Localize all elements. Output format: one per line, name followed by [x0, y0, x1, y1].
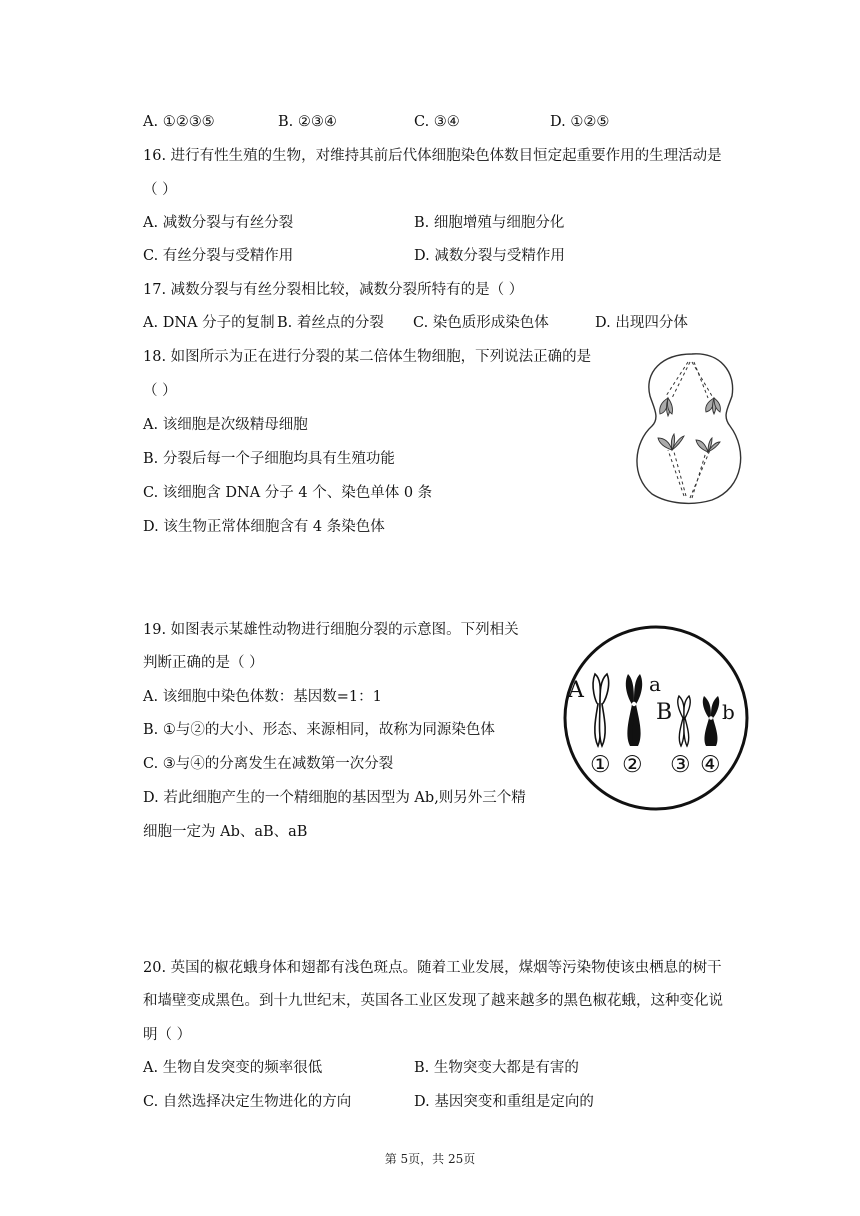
q16-stem: 16. 进行有性生殖的生物，对维持其前后代体细胞染色体数目恒定起重要作用的生理活动是 — [143, 148, 722, 164]
chromosome-label-3: ③ — [670, 752, 691, 778]
q19-stem-line2: 判断正确的是（ ） — [143, 655, 264, 671]
q19-option-d-continued: 细胞一定为 Ab、aB、aB — [143, 824, 308, 840]
q16-option-c: C. 有丝分裂与受精作用 — [143, 248, 294, 264]
q19-option-b: B. ①与②的大小、形态、来源相同，故称为同源染色体 — [143, 722, 495, 738]
chromosome-label-4: ④ — [700, 752, 721, 778]
q18-option-c: C. 该细胞含 DNA 分子 4 个、染色单体 0 条 — [143, 485, 433, 501]
q17-option-b: B. 着丝点的分裂 — [277, 315, 384, 331]
q19-option-d: D. 若此细胞产生的一个精细胞的基因型为 Ab,则另外三个精 — [143, 790, 526, 806]
q20-option-c: C. 自然选择决定生物进化的方向 — [143, 1094, 352, 1110]
q20-option-d: D. 基因突变和重组是定向的 — [414, 1094, 594, 1110]
q15-option-b: B. ②③④ — [278, 114, 337, 130]
q16-answer-paren: （ ） — [143, 182, 177, 198]
q17-stem: 17. 减数分裂与有丝分裂相比较，减数分裂所特有的是（ ） — [143, 282, 524, 298]
q16-option-a: A. 减数分裂与有丝分裂 — [143, 215, 294, 231]
spindle-fibers — [666, 362, 712, 498]
q17-option-c: C. 染色质形成染色体 — [413, 315, 549, 331]
q18-cell-figure — [632, 350, 752, 505]
q20-stem-line2: 和墙壁变成黑色。到十九世纪末，英国各工业区发现了越来越多的黑色椒花蛾，这种变化说 — [143, 993, 723, 1009]
page-footer: 第 5页，共 25页 — [384, 1152, 476, 1166]
q15-option-d: D. ①②⑤ — [550, 114, 610, 130]
q17-option-a: A. DNA 分子的复制 — [143, 315, 275, 331]
q15-option-c: C. ③④ — [414, 114, 460, 130]
q20-stem-line1: 20. 英国的椒花蛾身体和翅都有浅色斑点。随着工业发展，煤烟等污染物使该虫栖息的树干 — [143, 960, 722, 976]
cell-membrane — [637, 354, 741, 504]
chromosomes-bottom — [658, 434, 720, 452]
chromosome-label-2: ② — [622, 752, 643, 778]
q20-option-b: B. 生物突变大都是有害的 — [414, 1060, 579, 1076]
q18-stem: 18. 如图所示为正在进行分裂的某二倍体生物细胞，下列说法正确的是 — [143, 349, 592, 365]
q19-option-a: A. 该细胞中染色体数：基因数=1：1 — [143, 689, 382, 705]
chromosome-label-1: ① — [590, 752, 611, 778]
q18-option-a: A. 该细胞是次级精母细胞 — [143, 417, 308, 433]
q19-cell-figure — [562, 624, 750, 812]
q17-option-d: D. 出现四分体 — [595, 315, 688, 331]
q18-option-d: D. 该生物正常体细胞含有 4 条染色体 — [143, 519, 385, 535]
q18-answer-paren: （ ） — [143, 383, 177, 399]
q20-stem-line3: 明（ ） — [143, 1027, 192, 1043]
q18-option-b: B. 分裂后每一个子细胞均具有生殖功能 — [143, 451, 395, 467]
gene-label-b: b — [722, 700, 735, 724]
chromosomes-top — [660, 398, 721, 416]
q16-option-d: D. 减数分裂与受精作用 — [414, 248, 565, 264]
q19-option-c: C. ③与④的分离发生在减数第一次分裂 — [143, 756, 394, 772]
q20-option-a: A. 生物自发突变的频率很低 — [143, 1060, 323, 1076]
gene-label-B: B — [656, 700, 673, 725]
gene-label-a: a — [649, 672, 661, 696]
q19-stem-line1: 19. 如图表示某雄性动物进行细胞分裂的示意图。下列相关 — [143, 622, 519, 638]
q16-option-b: B. 细胞增殖与细胞分化 — [414, 215, 565, 231]
q15-option-a: A. ①②③⑤ — [143, 114, 215, 130]
gene-label-A: A — [568, 678, 584, 703]
